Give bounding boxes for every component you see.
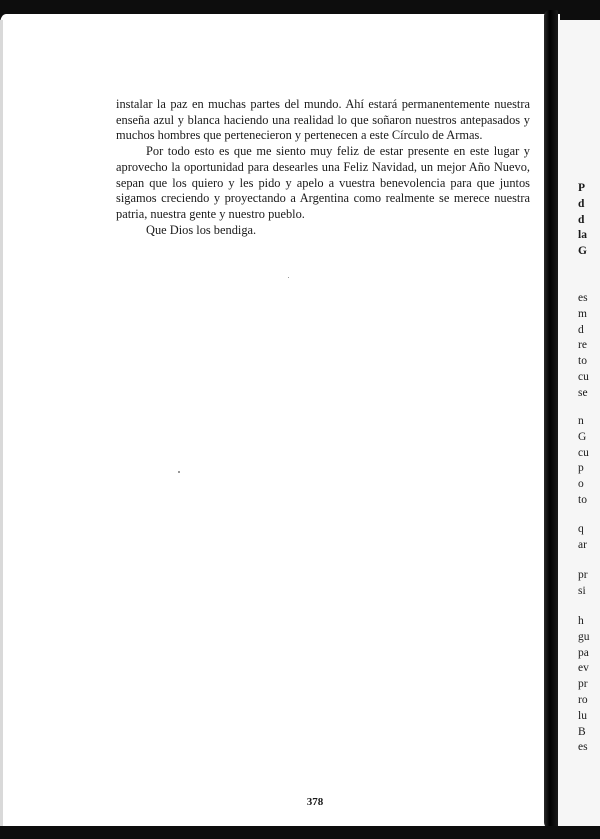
fragment: pr — [578, 678, 588, 691]
fragment: es — [578, 292, 588, 304]
fragment: d — [578, 197, 585, 210]
facing-page-heading-fragments — [578, 181, 600, 260]
fragment: to — [578, 493, 587, 506]
fragment: o — [578, 478, 584, 491]
fragment: cu — [578, 370, 589, 383]
paragraph-2: Por todo esto es que me siento muy feliz de estar presente en este lugar y aprovecho la oportunidad para desearles una Feliz Navidad, un mejor Año Nuevo, sepan que los quiero y les pido y apelo a vuestra benevolencia para que juntos sigamos creciendo y proyectando a Argentina como realmente se merece nuestra patria, nuestra gente y nuestro pueblo. — [116, 144, 530, 221]
fragment: si — [578, 584, 586, 597]
paragraph-1: instalar la paz en muchas partes del mundo. Ahí estará permanentemente nuestra enseña azul y blanca haciendo una realidad lo que soñaron nuestros antepasados y muchos hombres que pertenecieron y pertenecen a este Círculo de Armas. — [116, 97, 530, 143]
scan-bottom-border — [0, 826, 600, 839]
fragment: ev — [578, 662, 589, 675]
fragment: to — [578, 355, 587, 368]
facing-page-block-5 — [578, 614, 600, 756]
scan-speck — [178, 471, 180, 473]
scan-speck — [288, 277, 289, 278]
fragment: h — [578, 615, 584, 627]
page-top-edge — [0, 14, 560, 26]
fragment: B — [578, 725, 586, 738]
body-text — [116, 97, 530, 238]
fragment: m — [578, 307, 587, 320]
fragment: d — [578, 213, 585, 226]
fragment: ar — [578, 538, 587, 551]
fragment: d — [578, 323, 584, 336]
fragment: P — [578, 182, 586, 194]
fragment: gu — [578, 630, 590, 643]
fragment: n — [578, 415, 584, 427]
fragment: G — [578, 245, 587, 258]
fragment: es — [578, 741, 588, 754]
paragraph-3: Que Dios los bendiga. — [146, 222, 257, 237]
fragment: q — [578, 523, 584, 535]
fragment: ro — [578, 693, 588, 706]
fragment: se — [578, 386, 588, 399]
fragment: p — [578, 462, 584, 475]
fragment: re — [578, 339, 587, 352]
facing-page-block-2 — [578, 414, 600, 509]
fragment: pa — [578, 646, 589, 659]
fragment: lu — [578, 709, 587, 722]
facing-page-block-1 — [578, 291, 600, 402]
facing-page-block-3 — [578, 522, 600, 554]
book-gutter — [544, 10, 558, 830]
fragment: la — [578, 229, 587, 242]
fragment: pr — [578, 569, 588, 581]
scan-left-shadow — [0, 20, 3, 826]
facing-page-block-4 — [578, 568, 600, 600]
fragment: G — [578, 430, 587, 443]
page-number: 378 — [306, 796, 324, 808]
fragment: cu — [578, 446, 589, 459]
